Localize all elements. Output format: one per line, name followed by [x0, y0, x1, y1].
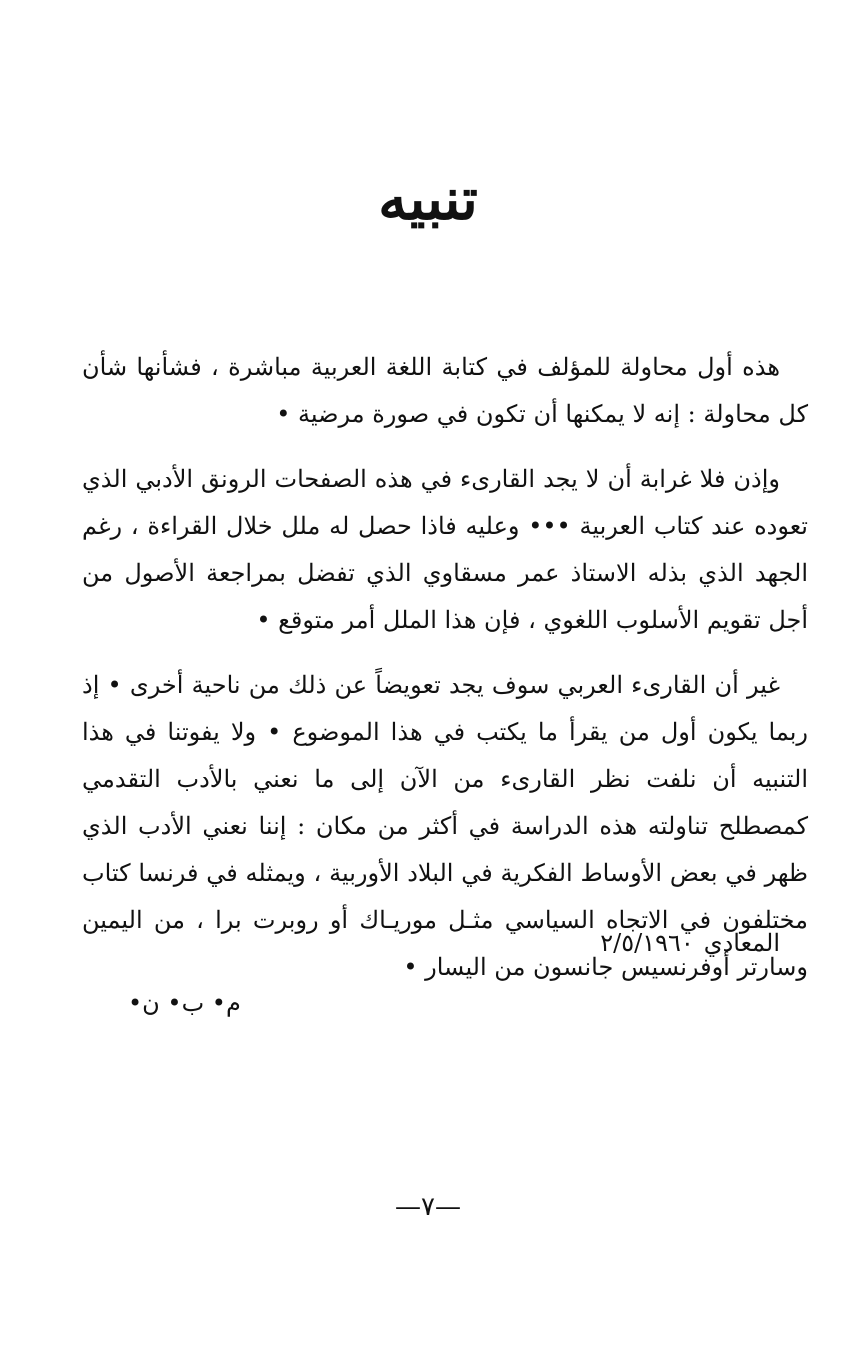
body-text [82, 344, 808, 1009]
dateline-date: ٢/٥/١٩٦٠ [600, 929, 694, 957]
page-number: —٧— [395, 1192, 461, 1222]
page-title: تنبيه [378, 165, 478, 233]
paragraph-2: وإذن فلا غرابة أن لا يجد القارىء في هذه الصفحات الرونق الأدبي الذي تعوده عند كتاب العربية ••• وعليه فاذا حصل له ملل خلال القراءة ، رغم الجهد الذي بذله الاستاذ عمر مسقاوي الذي تفضل بمراجعة الأصول من أجل تقويم الأسلوب اللغوي ، فإن هذا الملل أمر متوقع • [82, 465, 809, 634]
paragraph-1: هذه أول محاولة للمؤلف في كتابة اللغة العربية مباشرة ، فشأنها شأن كل محاولة : إنه لا يمكنها أن تكون في صورة مرضية • [82, 353, 808, 428]
dateline-place: المعادي [703, 929, 780, 957]
paragraph-3: غير أن القارىء العربي سوف يجد تعويضاً عن ذلك من ناحية أخرى • إذ ربما يكون أول من يقرأ ما يكتب في هذا الموضوع • ولا يفوتنا في هذا التنبيه أن نلفت نظر القارىء من الآن إلى ما نعني بالأدب التقدمي كمصطلح تناولته هذه الدراسة في أكثر من مكان : إننا نعني الأدب الذي ظهر في بعض الأوساط الفكرية في البلاد الأوربية ، ويمثله في فرنسا كتاب مختلفون في الاتجاه السياسي مثـل موريـاك أو روبرت برا ، من اليمين وسارتر أوفرنسيس جانسون من اليسار • [82, 671, 808, 981]
author-initials: م• ب• ن• [128, 989, 241, 1017]
dateline [0, 920, 780, 967]
